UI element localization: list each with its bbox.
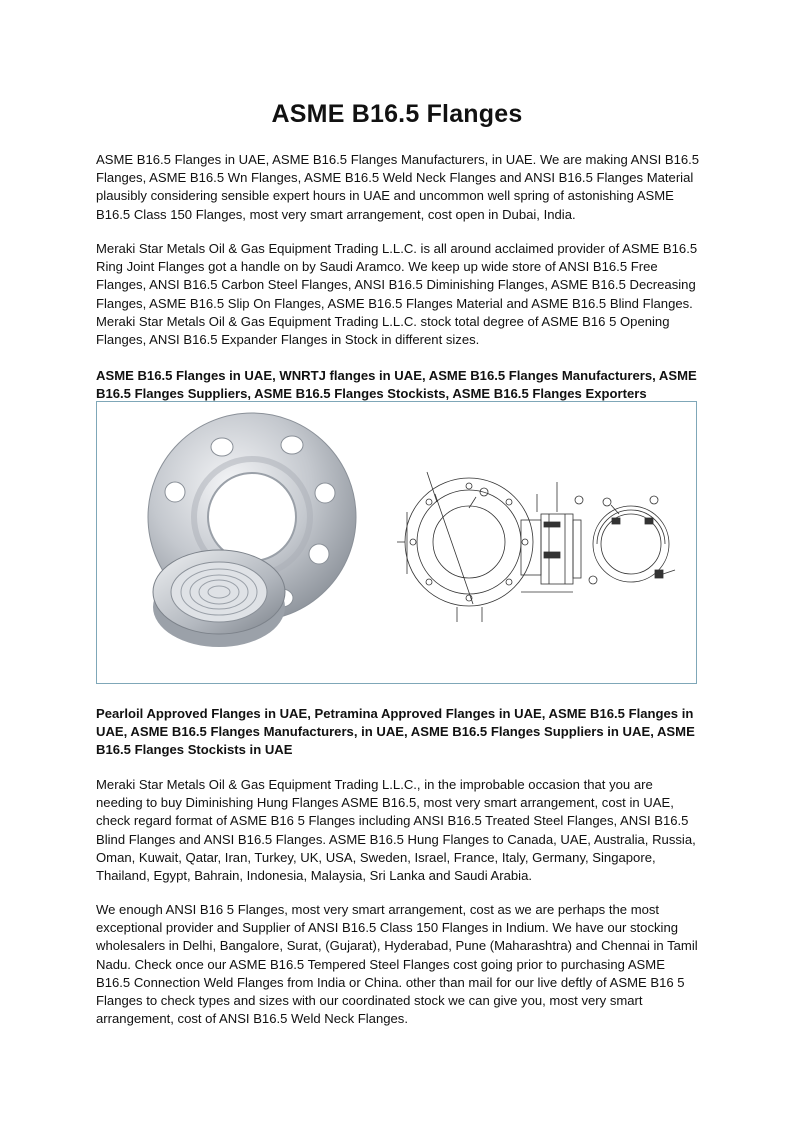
page-title: ASME B16.5 Flanges — [271, 100, 523, 128]
technical-drawing — [397, 472, 675, 622]
flange-image — [97, 402, 698, 685]
buy-paragraph: Meraki Star Metals Oil & Gas Equipment Trading L.L.C., in the improbable occasion that you are needing to buy Diminishing Hung Flanges ASME B16.5, most very smart arrangement, cost in UAE, check regard format of ASME B16 5 Flanges including ANSI B16.5 Treated Steel Flanges, ANSI B16.5 Blind Flanges and ANSI B16.5 Flanges. ASME B16.5 Hung Flanges to Canada, UAE, Australia, Russia, Oman, Kuwait, Qatar, Iran, Turkey, UK, USA, Sweden, Israel, France, Italy, Germany, Singapore, Thailand, Egypt, Bahrain, Indonesia, Malaysia, Sri Lanka and Saudi Arabia. — [96, 777, 696, 884]
diaphragm-flange-photo — [153, 550, 285, 647]
flange-figure — [96, 401, 697, 684]
section-heading-1: ASME B16.5 Flanges in UAE, WNRTJ flanges in UAE, ASME B16.5 Flanges Manufacturers, ASME B16.5 Flanges Suppliers, ASME B16.5 Flanges Stockists, ASME B16.5 Flanges Exporters — [96, 368, 697, 402]
intro-paragraph: ASME B16.5 Flanges in UAE, ASME B16.5 Flanges Manufacturers, in UAE. We are making ANSI B16.5 Flanges, ASME B16.5 Wn Flanges, ASME B16.5 Weld Neck Flanges and ANSI B16.5 Flanges Material plausibly considering sensible expert hours in UAE and uncommon well spring of astonishing ASME B16.5 Class 150 Flanges, most very smart arrangement, cost open in Dubai, India. — [96, 152, 700, 222]
provider-paragraph: Meraki Star Metals Oil & Gas Equipment Trading L.L.C. is all around acclaimed provider of ASME B16.5 Ring Joint Flanges got a handle on by Saudi Aramco. We keep up wide store of ANSI B16.5 Free Flanges, ANSI B16.5 Carbon Steel Flanges, ANSI B16.5 Diminishing Flanges, ASME B16.5 Decreasing Flanges, ASME B16.5 Slip On Flanges, ASME B16.5 Flanges Material and ASME B16.5 Blind Flanges. Meraki Star Metals Oil & Gas Equipment Trading L.L.C. stock total degree of ASME B16 5 Opening Flanges, ANSI B16.5 Expander Flanges in Stock in different sizes. — [96, 241, 698, 348]
supplier-paragraph: We enough ANSI B16 5 Flanges, most very smart arrangement, cost as we are perhaps the most exceptional provider and Supplier of ANSI B16.5 Class 150 Flanges in Indium. We have our stocking wholesalers in Delhi, Bangalore, Surat, (Gujarat), Hyderabad, Pune (Maharashtra) and Chennai in Tamil Nadu. Check once our ASME B16.5 Tempered Steel Flanges cost going prior to purchasing ASME B16.5 Connection Weld Flanges from India or China. other than mail for our live deftly of ASME B16 5 Flanges to check types and sizes with our coordinated stock we can give you, most very smart arrangement, cost of ANSI B16.5 Weld Neck Flanges. — [96, 902, 698, 1027]
section-heading-2: Pearloil Approved Flanges in UAE, Petramina Approved Flanges in UAE, ASME B16.5 Flanges in UAE, ASME B16.5 Flanges Manufacturers, in UAE, ASME B16.5 Flanges Suppliers in UAE, ASME B16.5 Flanges Stockists in UAE — [96, 706, 695, 758]
